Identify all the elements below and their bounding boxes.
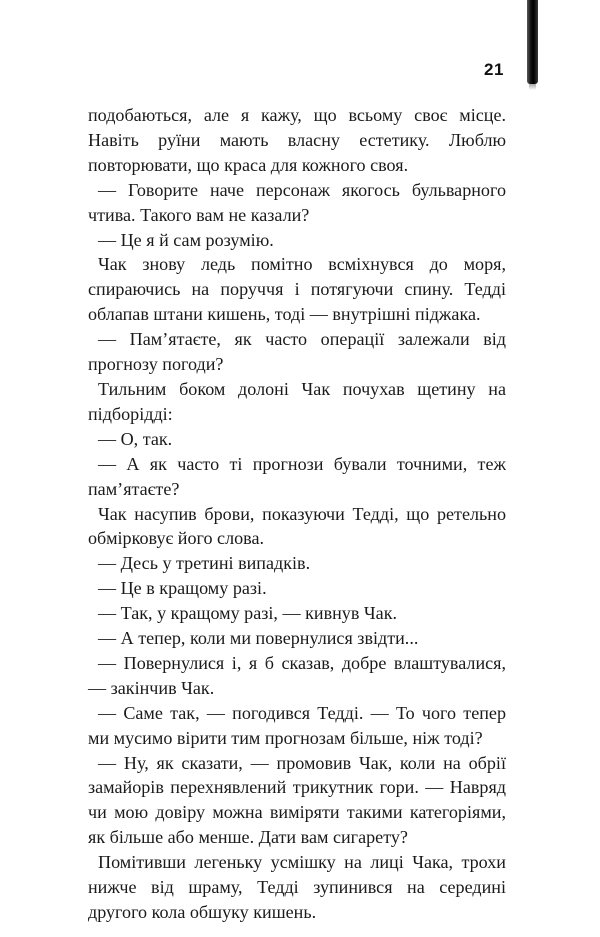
paragraph-1: подобаються, але я кажу, що всьому своє місце. Навіть руїни мають власну естетику. Люблю повторювати, що краса для кожного своя. bbox=[88, 105, 506, 175]
paragraph-11: — Це в кращому разі. bbox=[98, 578, 267, 599]
paragraph-4: Чак знову ледь помітно всміхнувся до моря, спираючись на поруччя і потягуючи спину. Тедді облапав штани кишень, тоді — внутрішні піджака. bbox=[88, 254, 506, 325]
paragraph-15: — Саме так, — погодився Тедді. — То чого тепер ми мусимо вірити тим прогнозам більше, ніж тоді? bbox=[88, 702, 506, 748]
book-text-body bbox=[88, 103, 506, 925]
paragraph-14: — Повернулися і, я б сказав, добре влаштувалися, — закінчив Чак. bbox=[88, 652, 506, 698]
paragraph-13: — А тепер, коли ми повернулися звідти... bbox=[98, 628, 419, 649]
paragraph-6: Тильним боком долоні Чак почухав щетину на підборідді: bbox=[88, 378, 506, 424]
paragraph-5: — Пам’ятаєте, як часто операції залежали від прогнозу погоди? bbox=[88, 329, 506, 375]
paragraph-12: — Так, у кращому разі, — кивнув Чак. bbox=[98, 603, 398, 624]
paragraph-16: — Ну, як сказати, — промовив Чак, коли на обрії замайорів перехнявлений трикутник гори. — Навряд чи мою довіру можна виміряти такими категоріями, як більше або менше. Дати вам сигарету? bbox=[88, 752, 506, 848]
page-number: 21 bbox=[484, 60, 504, 79]
paragraph-8: — А як часто ті прогнози бували точними, теж пам’ятаєте? bbox=[88, 453, 506, 499]
paragraph-3: — Це я й сам розумію. bbox=[98, 229, 274, 250]
page-edge-tab bbox=[527, 0, 538, 84]
paragraph-2: — Говорите наче персонаж якогось бульварного чтива. Такого вам не казали? bbox=[88, 179, 506, 225]
paragraph-7: — О, так. bbox=[98, 428, 173, 449]
paragraph-17: Помітивши легеньку усмішку на лиці Чака, трохи нижче від шраму, Тедді зупинився на середині другого кола обшуку кишень. bbox=[88, 852, 506, 922]
paragraph-10: — Десь у третині випадків. bbox=[98, 553, 311, 574]
paragraph-9: Чак насупив брови, показуючи Тедді, що ретельно обмірковує його слова. bbox=[88, 503, 506, 549]
